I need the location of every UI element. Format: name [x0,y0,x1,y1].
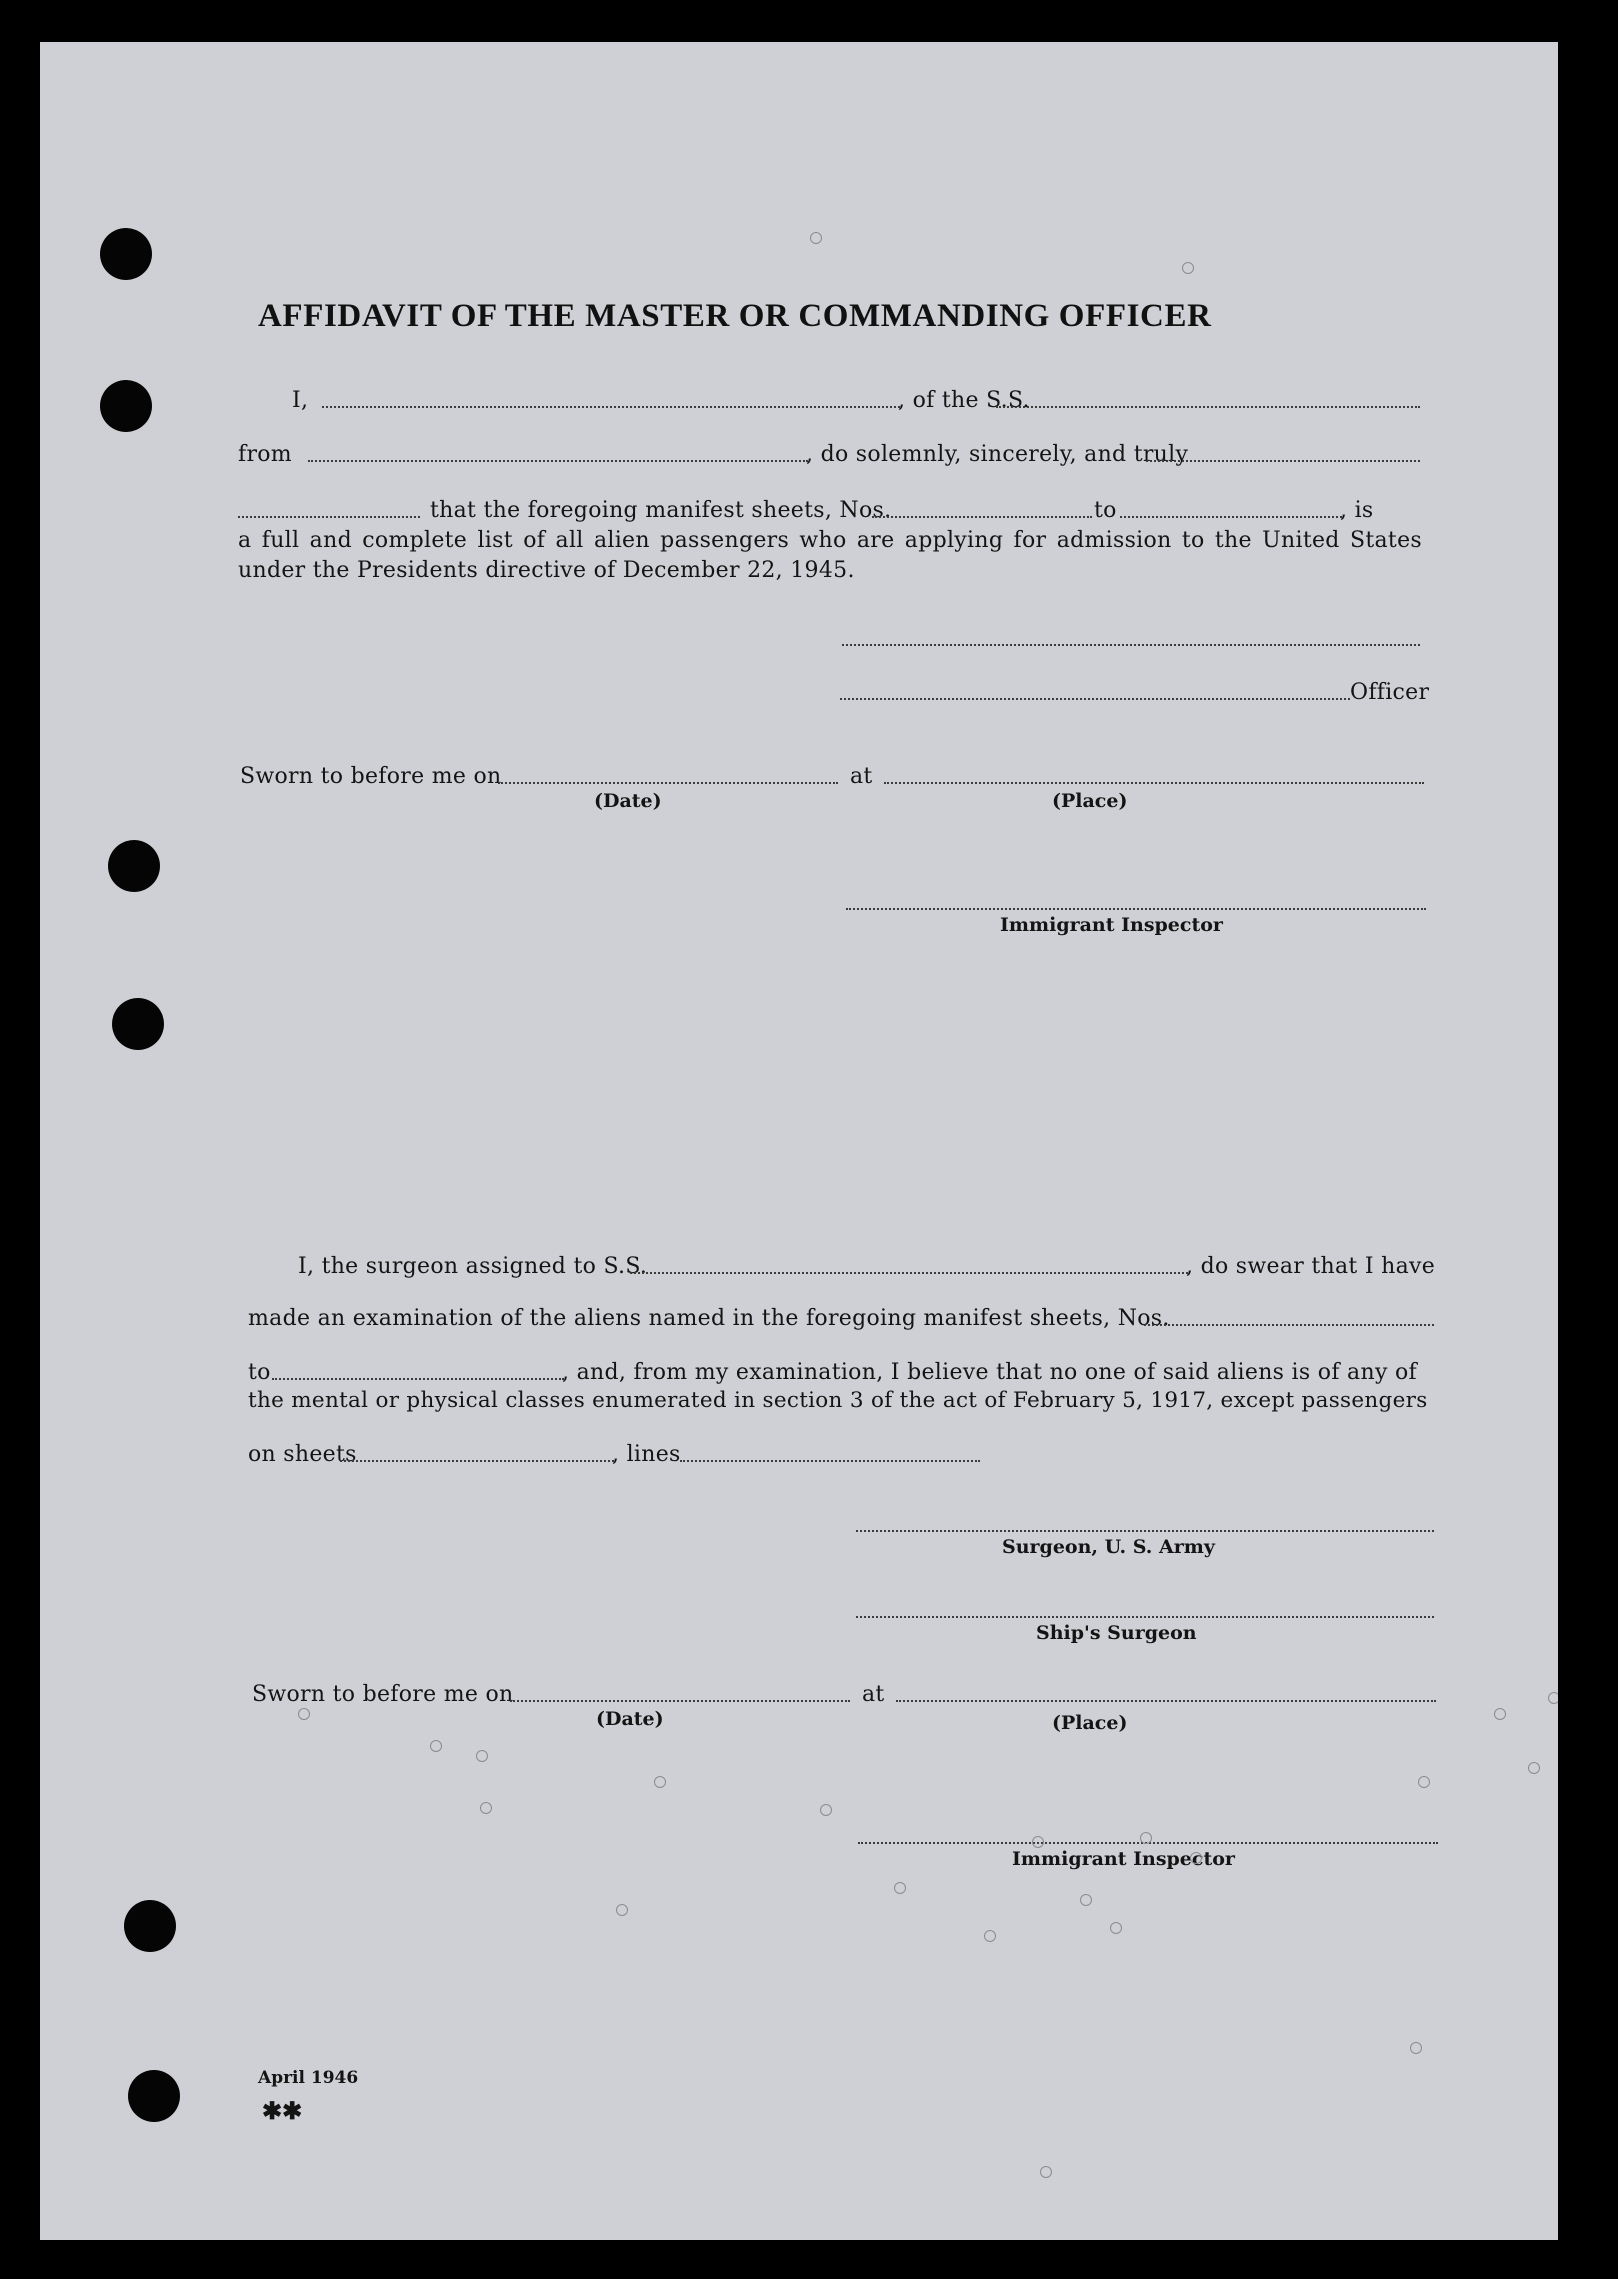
punch-hole [128,2070,180,2122]
belief-label: , and, from my examination, I believe that no one of said aliens is of any of [562,1360,1417,1385]
scan-speck [820,1804,832,1816]
form-date: April 1946 [258,2068,359,2088]
examination-label: made an examination of the aliens named in the foregoing manifest sheets, Nos. [248,1306,1170,1331]
scan-speck [480,1802,492,1814]
scan-speck [1040,2166,1052,2178]
army-surgeon-signature-line[interactable] [856,1530,1434,1532]
punch-hole [112,998,164,1050]
sheet-to-field[interactable] [1120,516,1342,518]
sworn-label: Sworn to before me on [240,764,502,789]
scan-speck [1190,1852,1202,1864]
ship-surgeon-caption: Ship's Surgeon [1036,1622,1197,1644]
scan-speck [1548,1692,1558,1704]
army-surgeon-caption: Surgeon, U. S. Army [1002,1536,1215,1558]
surgeon-inspector-caption: Immigrant Inspector [1012,1848,1235,1870]
punch-hole [100,228,152,280]
surgeon-place-caption: (Place) [1052,1712,1128,1734]
is-label: , is [1340,498,1374,523]
master-name-field[interactable] [322,406,900,408]
scan-speck [984,1930,996,1942]
scan-speck [894,1882,906,1894]
of-ss-label: , of the S.S. [898,388,1030,413]
from-label: from [238,442,292,467]
scan-speck [298,1708,310,1720]
scan-speck [1080,1894,1092,1906]
surgeon-sworn-date-field[interactable] [510,1700,850,1702]
punch-hole [108,840,160,892]
manifest-sheets-label: that the foregoing manifest sheets, Nos. [430,498,892,523]
sworn-place-field[interactable] [884,782,1424,784]
scan-speck [1410,2042,1422,2054]
ship-surgeon-signature-line[interactable] [856,1616,1434,1618]
surgeon-intro: I, the surgeon assigned to S.S. [298,1254,648,1279]
solemnly-label: , do solemnly, sincerely, and truly [806,442,1189,467]
officer-title-line[interactable] [840,698,1350,700]
place-caption: (Place) [1052,790,1128,812]
scan-speck [430,1740,442,1752]
form-title: AFFIDAVIT OF THE MASTER OR COMMANDING OFFICER [258,298,1212,334]
surgeon-at-label: at [862,1682,885,1707]
punch-hole [124,1900,176,1952]
affidavit-sheet [40,42,1558,2240]
surgeon-sworn-place-field[interactable] [896,1700,1436,1702]
inspector-caption: Immigrant Inspector [1000,914,1223,936]
lines-field[interactable] [680,1460,980,1462]
scan-speck [1140,1832,1152,1844]
scan-speck [616,1904,628,1916]
swear-field-a[interactable] [1146,460,1420,462]
inspector-signature-line[interactable] [846,908,1426,910]
sworn-date-field[interactable] [498,782,838,784]
scan-speck [810,232,822,244]
swear-field-b[interactable] [238,516,420,518]
scan-speck [654,1776,666,1788]
punch-hole [100,380,152,432]
surgeon-date-caption: (Date) [596,1708,664,1730]
surgeon-to-label: to [248,1360,271,1385]
scan-speck [1494,1708,1506,1720]
affidavit-i-label: I, [292,388,309,413]
ship-name-field[interactable] [996,406,1420,408]
at-label: at [850,764,873,789]
officer-signature-line[interactable] [842,644,1420,646]
officer-label: Officer [1350,680,1430,705]
scan-speck [1182,262,1194,274]
scan-speck [1418,1776,1430,1788]
date-caption: (Date) [594,790,662,812]
from-port-field[interactable] [308,460,808,462]
surgeon-ship-field[interactable] [630,1272,1188,1274]
on-sheets-field[interactable] [340,1460,614,1462]
on-sheets-label: on sheets [248,1442,357,1467]
to-label: to [1094,498,1117,523]
examination-nos-field[interactable] [1144,1324,1434,1326]
scan-speck [1528,1762,1540,1774]
examination-to-field[interactable] [272,1378,564,1380]
scan-speck [476,1750,488,1762]
sheet-from-field[interactable] [872,516,1092,518]
affidavit-statement: a full and complete list of all alien passengers who are applying for admission to the United States under the Presidents directive of December 22, 1945. [238,528,1422,583]
swear-label: , do swear that I have [1186,1254,1436,1279]
classes-label: the mental or physical classes enumerated in section 3 of the act of February 5, 1917, except passengers [248,1388,1428,1413]
lines-label: , lines [612,1442,681,1467]
handwritten-mark: ✱✱ [262,2096,303,2125]
scan-speck [1110,1922,1122,1934]
surgeon-sworn-label: Sworn to before me on [252,1682,514,1707]
scan-speck [1032,1836,1044,1848]
